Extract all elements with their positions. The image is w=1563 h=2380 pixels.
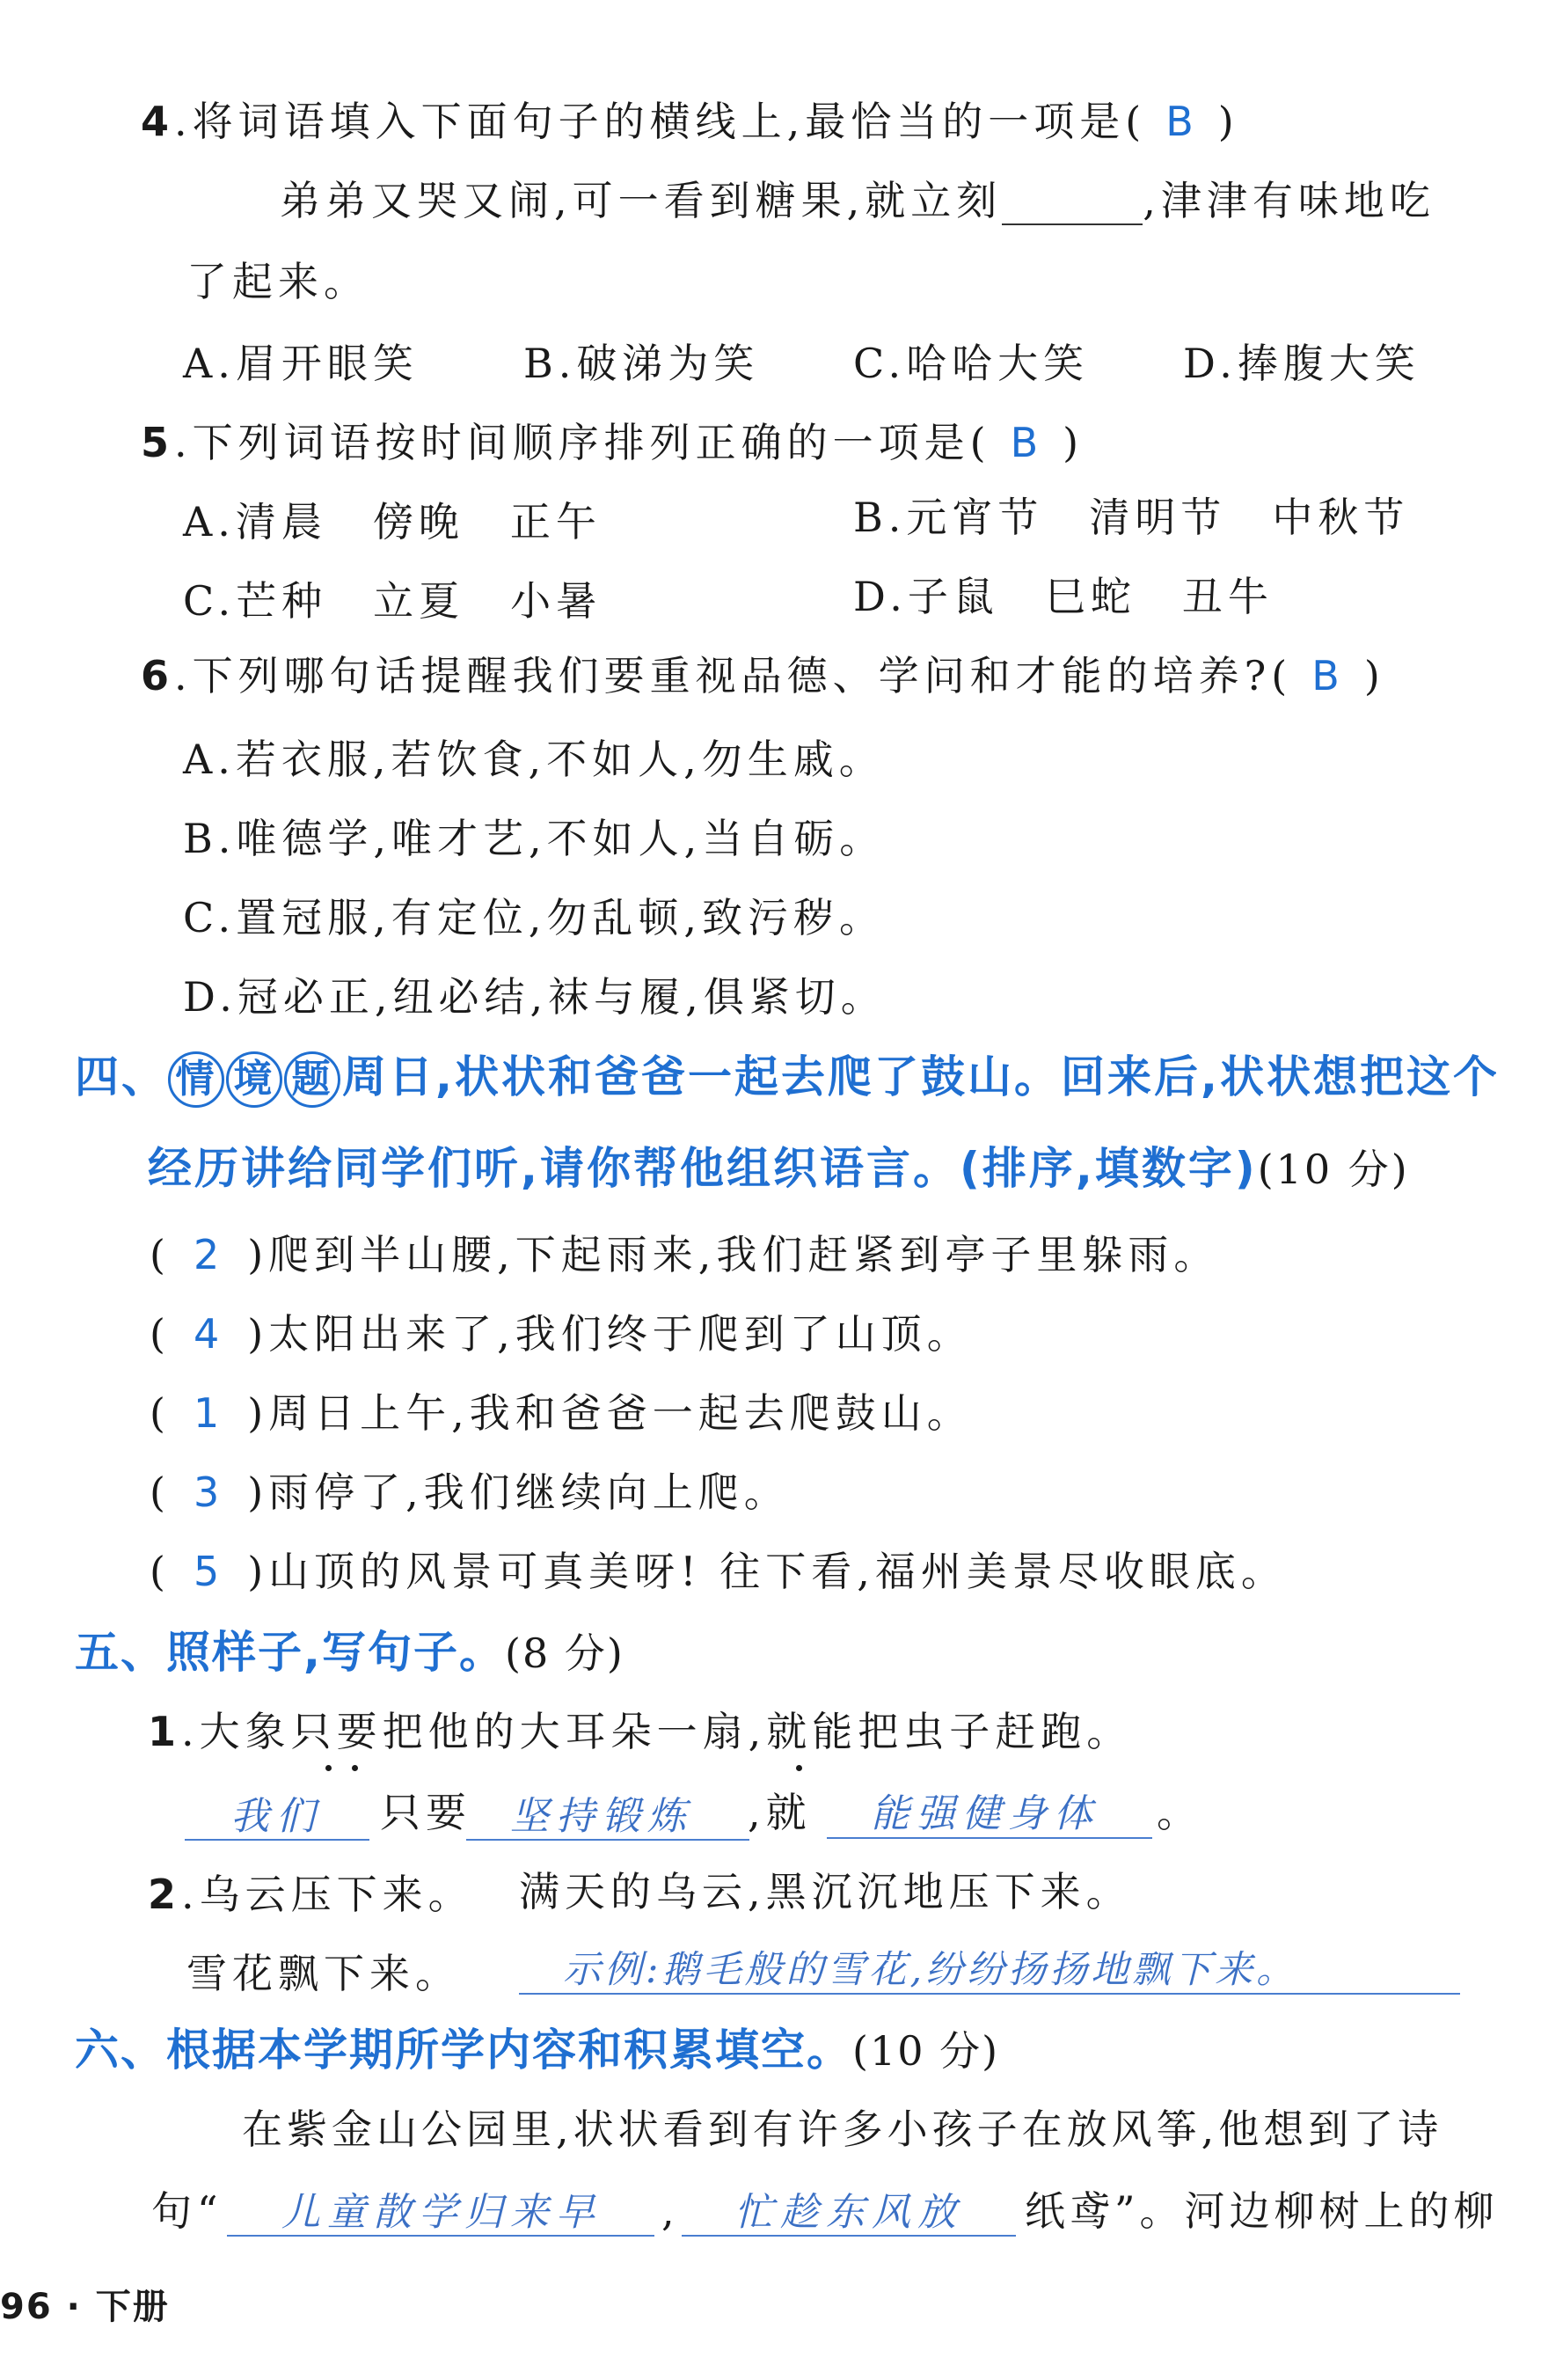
section4-heading: 四、 情 境 题 周日,状状和爸爸一起去爬了鼓山。回来后,状状想把这个 [75, 1051, 1500, 1108]
s5-q2-answer: 示例:鹅毛般的雪花,纷纷扬扬地飘下来。 [563, 1948, 1298, 1992]
q5-option-c: C.芒种 立夏 小暑 [183, 577, 603, 625]
underline [682, 2235, 1016, 2237]
q5-option-b: B.元宵节 清明节 中秋节 [853, 494, 1410, 541]
s6-answer-1: 儿童散学归来早 [281, 2190, 602, 2235]
s6-line2-start: 句“ [151, 2187, 223, 2235]
q5-stem: 5.下列词语按时间顺序排列正确的一项是( B ) [141, 419, 1085, 466]
s6-comma: , [661, 2187, 680, 2235]
section4-score: (10 分) [1257, 1146, 1410, 1193]
underline [827, 1837, 1152, 1839]
order-item: ( 3 )雨停了,我们继续向上爬。 [150, 1468, 790, 1516]
order-answer: 4 [193, 1310, 225, 1358]
s6-line1: 在紫金山公园里,状状看到有许多小孩子在放风筝,他想到了诗 [242, 2105, 1443, 2153]
emphasis-dot [352, 1765, 358, 1771]
q6-number: 6 [141, 652, 175, 699]
q5-answer: B [1010, 419, 1044, 466]
underline [519, 1993, 1460, 1995]
s6-answer-2: 忙趁东风放 [734, 2190, 963, 2235]
s5-q1: 1.大象只要把他的大耳朵一扇,就能把虫子赶跑。 [148, 1708, 1133, 1755]
order-item: ( 1 )周日上午,我和爸爸一起去爬鼓山。 [150, 1389, 973, 1437]
order-item: ( 2 )爬到半山腰,下起雨来,我们赶紧到亭子里躲雨。 [150, 1231, 1220, 1278]
order-answer: 5 [193, 1548, 225, 1595]
order-answer: 2 [193, 1231, 225, 1278]
section4-heading-cont: 经历讲给同学们听,请你帮他组织语言。(排序,填数字)(10 分) [148, 1143, 1410, 1194]
badge-ti: 题 [284, 1051, 340, 1108]
q4-number: 4 [141, 98, 175, 145]
s5-q1-answer-1: 我们 [230, 1794, 322, 1839]
q4-option-b: B.破涕为笑 [523, 340, 760, 387]
badge-qing: 情 [168, 1051, 224, 1108]
s5-q1-end: 。 [1157, 1789, 1202, 1836]
q6-option-c: C.置冠服,有定位,勿乱顿,致污秽。 [183, 894, 886, 941]
s5-q2-prompt: 雪花飘下来。 [186, 1950, 461, 1997]
s5-q1-text-1: 只要 [380, 1789, 471, 1836]
emphasis-dot [796, 1765, 802, 1771]
order-item: ( 4 )太阳出来了,我们终于爬到了山顶。 [150, 1310, 973, 1358]
underline [466, 1839, 749, 1841]
q6-option-a: A.若衣服,若饮食,不如人,勿生戚。 [183, 736, 885, 783]
q6-option-b: B.唯德学,唯才艺,不如人,当自砺。 [183, 815, 886, 862]
emphasis-dot [325, 1765, 332, 1771]
page-footer: 96 · 下册 [0, 2287, 170, 2327]
q4-answer: B [1165, 98, 1199, 145]
q4-sentence: 弟弟又哭又闹,可一看到糖果,就立刻 ,津津有味地吃 [280, 177, 1435, 224]
s5-q2: 2.乌云压下来。 [148, 1871, 474, 1918]
order-answer: 3 [193, 1468, 225, 1516]
q4-stem: 4.将词语填入下面句子的横线上,最恰当的一项是( B ) [141, 98, 1239, 145]
q6-answer: B [1311, 652, 1345, 699]
q4-option-a: A.眉开眼笑 [183, 340, 419, 387]
s5-q1-text-2: ,就 [748, 1789, 812, 1836]
section6-score: (10 分) [852, 2027, 1000, 2075]
s6-line2-end: 纸鸢”。河边柳树上的柳 [1025, 2187, 1499, 2235]
order-item: ( 5 )山顶的风景可真美呀! 往下看,福州美景尽收眼底。 [150, 1548, 1287, 1595]
badge-jing: 境 [226, 1051, 282, 1108]
section5-heading: 五、照样子,写句子。(8 分) [75, 1627, 624, 1678]
s5-q1-answer-3: 能强健身体 [871, 1791, 1099, 1836]
section5-score: (8 分) [505, 1629, 624, 1677]
q5-number: 5 [141, 419, 175, 466]
q4-blank [1002, 188, 1143, 225]
section6-heading: 六、根据本学期所学内容和积累填空。(10 分) [75, 2025, 1000, 2076]
q4-option-d: D.捧腹大笑 [1183, 340, 1421, 387]
underline [185, 1839, 369, 1841]
q6-stem: 6.下列哪句话提醒我们要重视品德、学问和才能的培养?( B ) [141, 652, 1385, 699]
order-answer: 1 [193, 1389, 225, 1437]
q5-option-a: A.清晨 傍晚 正午 [183, 498, 602, 546]
q5-option-d: D.子鼠 巳蛇 丑牛 [853, 573, 1274, 620]
q6-option-d: D.冠必正,纽必结,袜与履,俱紧切。 [183, 973, 887, 1021]
s5-q2-example: 满天的乌云,黑沉沉地压下来。 [519, 1868, 1132, 1915]
underline [227, 2235, 654, 2237]
q4-option-c: C.哈哈大笑 [853, 340, 1090, 387]
s5-q1-answer-2: 坚持锻炼 [510, 1794, 693, 1839]
q4-sentence-cont: 了起来。 [186, 258, 369, 305]
